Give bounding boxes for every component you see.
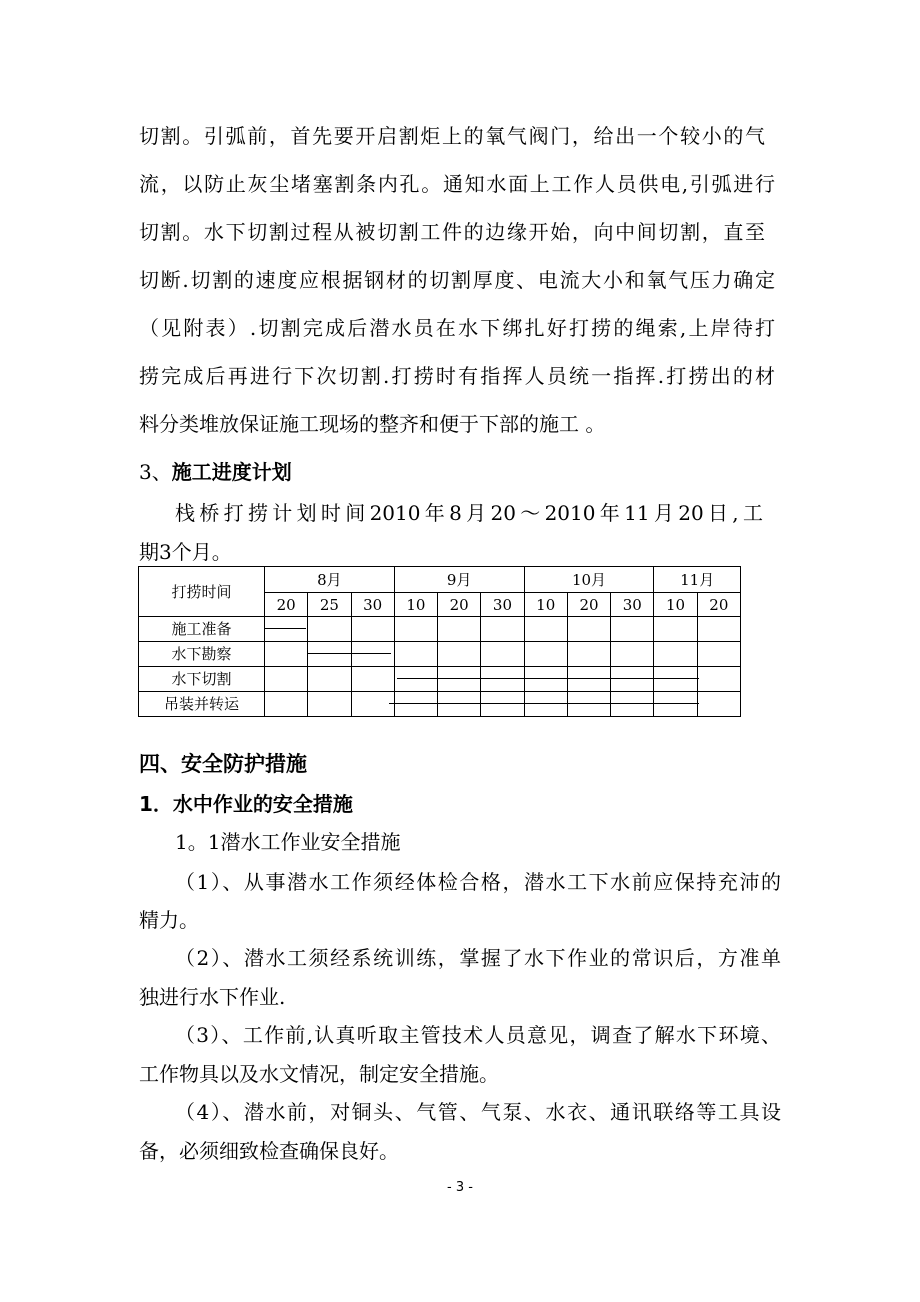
paragraph-line: 料分类堆放保证施工现场的整齐和便于下部的施工 。 bbox=[139, 412, 606, 436]
timeline-cell bbox=[308, 617, 351, 642]
timeline-cell bbox=[611, 642, 654, 667]
task-label: 水下勘察 bbox=[139, 642, 265, 667]
subsection-title: 1．水中作业的安全措施 bbox=[139, 792, 353, 816]
timeline-cell bbox=[697, 692, 740, 717]
timeline-cell bbox=[611, 692, 654, 717]
paragraph-line: （见附表）.切割完成后潜水员在水下绑扎好打捞的绳索,上岸待打 bbox=[139, 316, 775, 340]
month-header: 9月 bbox=[394, 567, 524, 593]
timeline-cell bbox=[351, 667, 394, 692]
schedule-description: 期3个月。 bbox=[139, 540, 232, 564]
timeline-cell bbox=[481, 667, 524, 692]
safety-item: （4）、潜水前，对铜头、气管、气泵、水衣、通讯联络等工具设 bbox=[175, 1100, 781, 1124]
safety-item: （2）、潜水工须经系统训练，掌握了水下作业的常识后，方准单 bbox=[175, 946, 781, 970]
timeline-cell bbox=[567, 667, 610, 692]
timeline-cell bbox=[265, 617, 308, 642]
safety-item: （3）、工作前,认真听取主管技术人员意见，调查了解水下环境、 bbox=[175, 1023, 781, 1047]
timeline-cell bbox=[438, 692, 481, 717]
paragraph-line: 切割。引弧前，首先要开启割炬上的氧气阀门，给出一个较小的气 bbox=[139, 124, 765, 148]
section4-title: 四、安全防护措施 bbox=[139, 752, 307, 776]
timeline-cell bbox=[394, 617, 437, 642]
timeline-cell bbox=[654, 642, 697, 667]
page-number: - 3 - bbox=[447, 1180, 473, 1195]
task-row bbox=[139, 692, 741, 717]
day-header: 10 bbox=[524, 593, 567, 617]
timeline-cell bbox=[697, 667, 740, 692]
section-title: 施工进度计划 bbox=[171, 460, 292, 484]
timeline-cell bbox=[351, 642, 394, 667]
schedule-table bbox=[138, 566, 741, 717]
timeline-cell bbox=[567, 642, 610, 667]
paragraph-line: 切割。水下切割过程从被切割工件的边缘开始，向中间切割，直至 bbox=[139, 220, 765, 244]
timeline-cell bbox=[438, 642, 481, 667]
timeline-cell bbox=[481, 692, 524, 717]
day-header: 30 bbox=[481, 593, 524, 617]
section-heading bbox=[139, 459, 292, 485]
paragraph-line: 流，以防止灰尘堵塞割条内孔。通知水面上工作人员供电,引弧进行 bbox=[139, 172, 775, 196]
timeline-cell bbox=[438, 667, 481, 692]
task-label: 吊装并转运 bbox=[139, 692, 265, 717]
day-header: 20 bbox=[697, 593, 740, 617]
safety-item: 工作物具以及水文情况，制定安全措施。 bbox=[139, 1062, 499, 1086]
day-header: 20 bbox=[567, 593, 610, 617]
timeline-cell bbox=[524, 617, 567, 642]
day-header: 20 bbox=[265, 593, 308, 617]
paragraph-line: 捞完成后再进行下次切割.打捞时有指挥人员统一指挥.打捞出的材 bbox=[139, 364, 775, 388]
safety-item: 备，必须细致检查确保良好。 bbox=[139, 1139, 399, 1163]
timeline-cell bbox=[351, 617, 394, 642]
paragraph-line: 切断.切割的速度应根据钢材的切割厚度、电流大小和氧气压力确定 bbox=[139, 268, 775, 292]
corner-label: 打捞时间 bbox=[139, 567, 265, 617]
timeline-cell bbox=[394, 692, 437, 717]
timeline-cell bbox=[265, 667, 308, 692]
timeline-cell bbox=[654, 667, 697, 692]
timeline-cell bbox=[265, 642, 308, 667]
timeline-cell bbox=[567, 617, 610, 642]
schedule-description: 栈桥打捞计划时间2010年8月20～2010年11月20日,工 bbox=[175, 501, 763, 525]
timeline-cell bbox=[697, 642, 740, 667]
day-header: 10 bbox=[654, 593, 697, 617]
day-header: 10 bbox=[394, 593, 437, 617]
month-header: 11月 bbox=[654, 567, 741, 593]
timeline-cell bbox=[611, 617, 654, 642]
timeline-cell bbox=[394, 642, 437, 667]
timeline-cell bbox=[524, 692, 567, 717]
subsection-title-1-1: 1。1潜水工作业安全措施 bbox=[175, 830, 401, 854]
timeline-cell bbox=[481, 617, 524, 642]
section-number: 3、 bbox=[139, 460, 172, 484]
timeline-cell bbox=[654, 617, 697, 642]
safety-item: 精力。 bbox=[139, 908, 199, 932]
task-label: 水下切割 bbox=[139, 667, 265, 692]
month-header: 10月 bbox=[524, 567, 654, 593]
timeline-cell bbox=[567, 692, 610, 717]
timeline-cell bbox=[524, 667, 567, 692]
day-header: 20 bbox=[438, 593, 481, 617]
timeline-cell bbox=[308, 692, 351, 717]
task-row bbox=[139, 617, 741, 642]
gantt-bar bbox=[265, 628, 306, 629]
timeline-cell bbox=[481, 642, 524, 667]
day-header: 30 bbox=[351, 593, 394, 617]
task-row bbox=[139, 667, 741, 692]
timeline-cell bbox=[611, 667, 654, 692]
month-header: 8月 bbox=[265, 567, 395, 593]
timeline-cell bbox=[654, 692, 697, 717]
timeline-cell bbox=[351, 692, 394, 717]
timeline-cell bbox=[265, 692, 308, 717]
timeline-cell bbox=[697, 617, 740, 642]
timeline-cell bbox=[308, 667, 351, 692]
task-row bbox=[139, 642, 741, 667]
task-label: 施工准备 bbox=[139, 617, 265, 642]
safety-item: （1）、从事潜水工作须经体检合格，潜水工下水前应保持充沛的 bbox=[175, 870, 781, 894]
day-header: 30 bbox=[611, 593, 654, 617]
timeline-cell bbox=[308, 642, 351, 667]
timeline-cell bbox=[524, 642, 567, 667]
safety-item: 独进行水下作业. bbox=[139, 985, 286, 1009]
timeline-cell bbox=[394, 667, 437, 692]
day-header: 25 bbox=[308, 593, 351, 617]
timeline-cell bbox=[438, 617, 481, 642]
